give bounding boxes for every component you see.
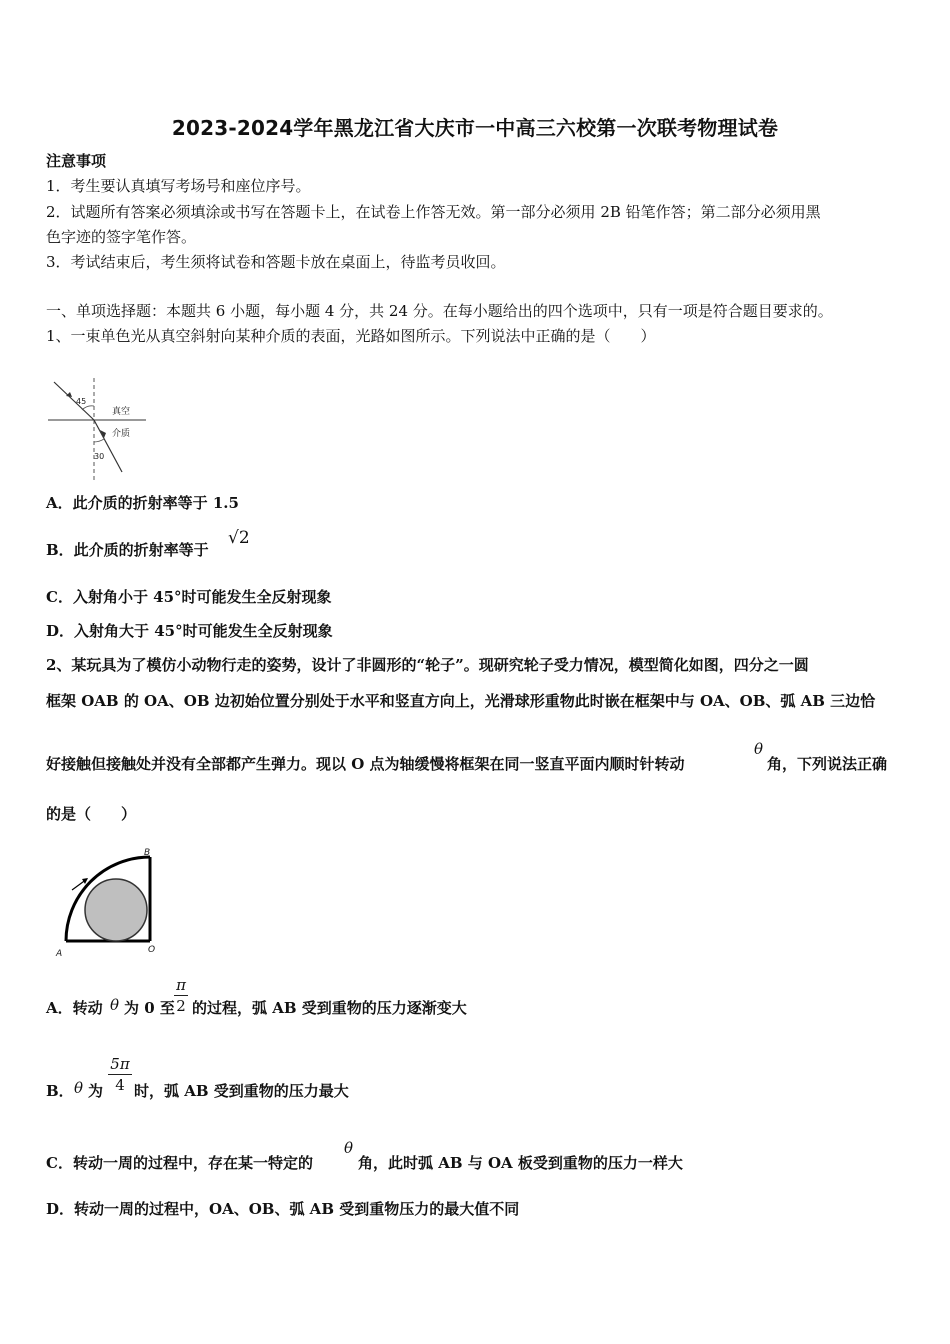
notice-item: 色字迹的签字笔作答。 (46, 228, 197, 246)
q2-option-b-fraction-num: 5π (110, 1055, 130, 1073)
notice-item: 1．考生要认真填写考场号和座位序号。 (46, 177, 311, 195)
q2-line: 角，下列说法正确 (767, 755, 888, 773)
q2-option-c-theta: θ (344, 1139, 354, 1157)
q2-option-d: D．转动一周的过程中，OA、OB、弧 AB 受到重物压力的最大值不同 (46, 1200, 520, 1218)
q2-option-c-text: 角，此时弧 AB 与 OA 板受到重物的压力一样大 (358, 1154, 683, 1172)
q2-theta: θ (754, 740, 764, 758)
q2-option-a-theta: θ (110, 996, 120, 1014)
q2-option-a-text: 为 0 至 (124, 999, 175, 1017)
q2-option-a-fraction-den: 2 (176, 997, 186, 1015)
section-heading: 一、单项选择题：本题共 6 小题，每小题 4 分，共 24 分。在每小题给出的四个选项中，只有一项是符合题目要求的。 (46, 302, 833, 320)
q1-angle-top: 45 (76, 397, 87, 406)
q2-line: 好接触但接触处并没有全部都产生弹力。现以 O 点为轴缓慢将框架在同一竖直平面内顺时针转动 (46, 755, 685, 773)
q1-option-b-math: √2 (228, 528, 250, 548)
q2-option-c: C．转动一周的过程中，存在某一特定的 (46, 1154, 313, 1172)
q2-option-b-theta: θ (74, 1079, 84, 1097)
q2-line: 2、某玩具为了模仿小动物行走的姿势，设计了非圆形的“轮子”。现研究轮子受力情况，模型简化如图，四分之一圆 (46, 656, 809, 674)
page-title: 2023-2024学年黑龙江省大庆市一中高三六校第一次联考物理试卷 (171, 116, 779, 140)
notice-heading: 注意事项 (46, 152, 107, 170)
q2-option-a-fraction-num: π (176, 976, 186, 994)
q1-option-c: C．入射角小于 45°时可能发生全反射现象 (46, 588, 332, 606)
notice-item: 2．试题所有答案必须填涂或书写在答题卡上，在试卷上作答无效。第一部分必须用 2B 铅笔作答；第二部分必须用黑 (46, 203, 821, 221)
q2-label-a: A (56, 949, 63, 958)
q2-option-a-fraction (174, 976, 188, 1015)
q2-option-b: B． (46, 1082, 74, 1100)
q2-option-b-fraction-den: 4 (115, 1076, 125, 1094)
q2-option-b-text: 为 (88, 1082, 104, 1100)
q1-option-d: D．入射角大于 45°时可能发生全反射现象 (46, 622, 333, 640)
q1-label-medium: 介质 (112, 429, 131, 439)
q1-label-vacuum: 真空 (112, 407, 131, 417)
q2-option-a-text: 的过程，弧 AB 受到重物的压力逐渐变大 (192, 999, 467, 1017)
q2-quarter-circle-figure (52, 844, 160, 958)
q1-refraction-figure (48, 372, 148, 484)
q2-option-a: A．转动 (46, 999, 103, 1017)
q2-option-b-fraction (108, 1055, 132, 1094)
q1-option-b: B．此介质的折射率等于 (46, 541, 209, 559)
q2-label-b: B (144, 848, 151, 858)
q2-option-b-text: 时，弧 AB 受到重物的压力最大 (134, 1082, 349, 1100)
q2-label-o: O (148, 945, 156, 955)
q2-line: 框架 OAB 的 OA、OB 边初始位置分别处于水平和竖直方向上，光滑球形重物此时嵌在框架中与 OA、OB、弧 AB 三边恰 (46, 692, 876, 710)
q1-angle-bottom: 30 (94, 452, 105, 461)
q2-line: 的是（ ） (46, 805, 137, 823)
notice-item: 3．考试结束后，考生须将试卷和答题卡放在桌面上，待监考员收回。 (46, 253, 506, 271)
q1-option-a: A．此介质的折射率等于 1.5 (46, 494, 239, 512)
q1-stem: 1、一束单色光从真空斜射向某种介质的表面，光路如图所示。下列说法中正确的是（ ） (46, 327, 656, 345)
